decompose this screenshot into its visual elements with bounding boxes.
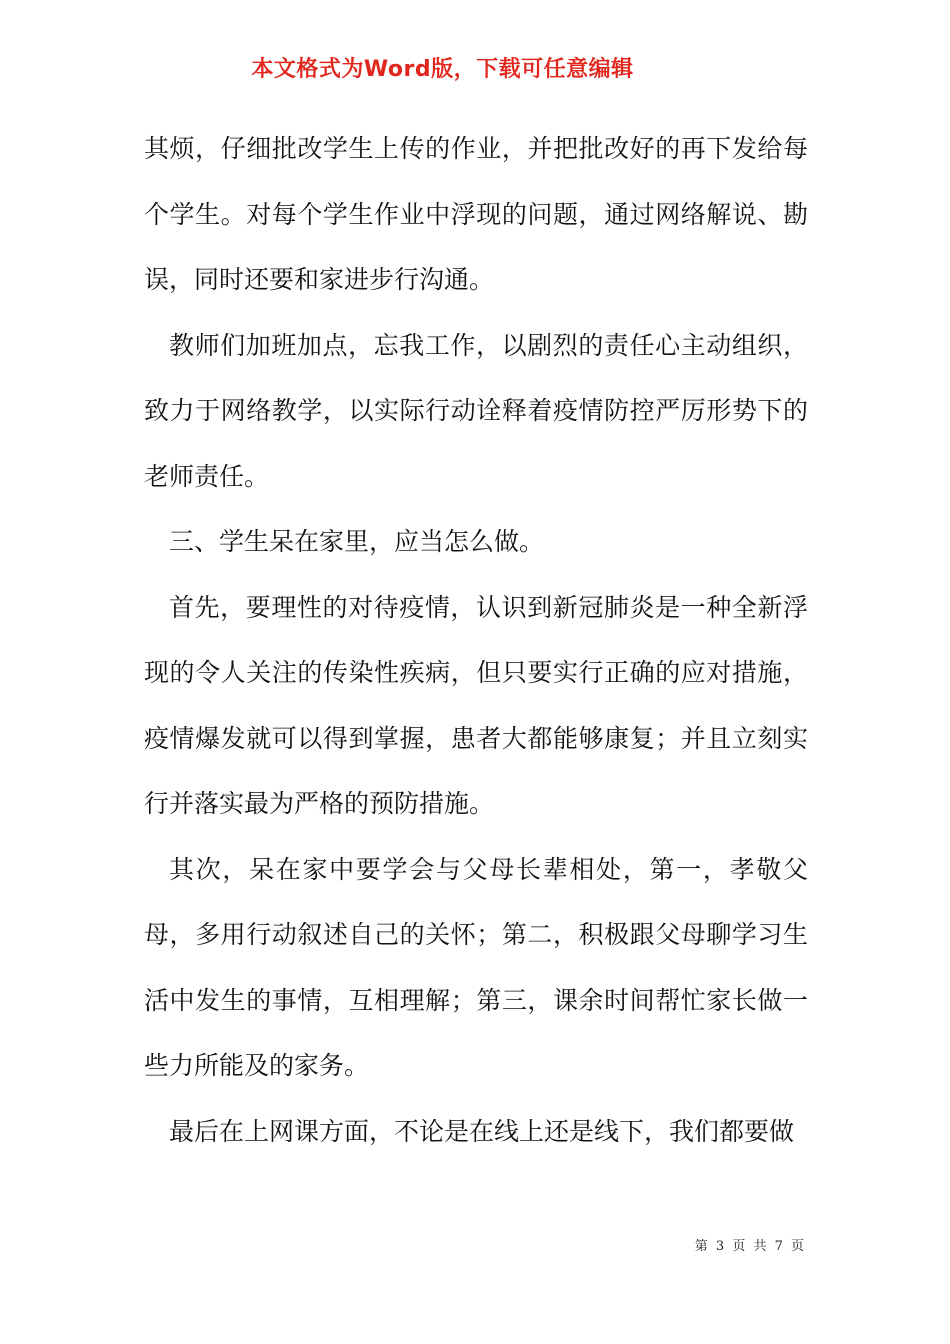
- paragraph-5: 其次，呆在家中要学会与父母长辈相处，第一，孝敬父母，多用行动叙述自己的关怀；第二，积极跟父母聊学习生活中发生的事情，互相理解；第三，课余时间帮忙家长做一些力所能及的家务。: [144, 854, 808, 1080]
- paragraph-6: 最后在上网课方面，不论是在线上还是线下，我们都要做: [169, 1116, 795, 1146]
- paragraph-1: 其烦，仔细批改学生上传的作业，并把批改好的再下发给每个学生。对每个学生作业中浮现的问题，通过网络解说、勘误，同时还要和家进步行沟通。: [144, 134, 808, 294]
- page-number-footer: 第 3 页 共 7 页: [694, 1239, 806, 1254]
- paragraph-4: 首先，要理性的对待疫情，认识到新冠肺炎是一种全新浮现的令人关注的传染性疾病，但只要实行正确的应对措施，疫情爆发就可以得到掌握，患者大都能够康复；并且立刻实行并落实最为严格的预防措施。: [144, 592, 808, 818]
- section-heading-3: 三、学生呆在家里，应当怎么做。: [169, 527, 545, 556]
- paragraph-2: 教师们加班加点，忘我工作，以剧烈的责任心主动组织，致力于网络教学，以实际行动诠释着疫情防控严厉形势下的老师责任。: [144, 330, 808, 491]
- document-header-notice: 本文格式为Word版，下载可任意编辑: [251, 57, 634, 82]
- document-body: [144, 116, 808, 1164]
